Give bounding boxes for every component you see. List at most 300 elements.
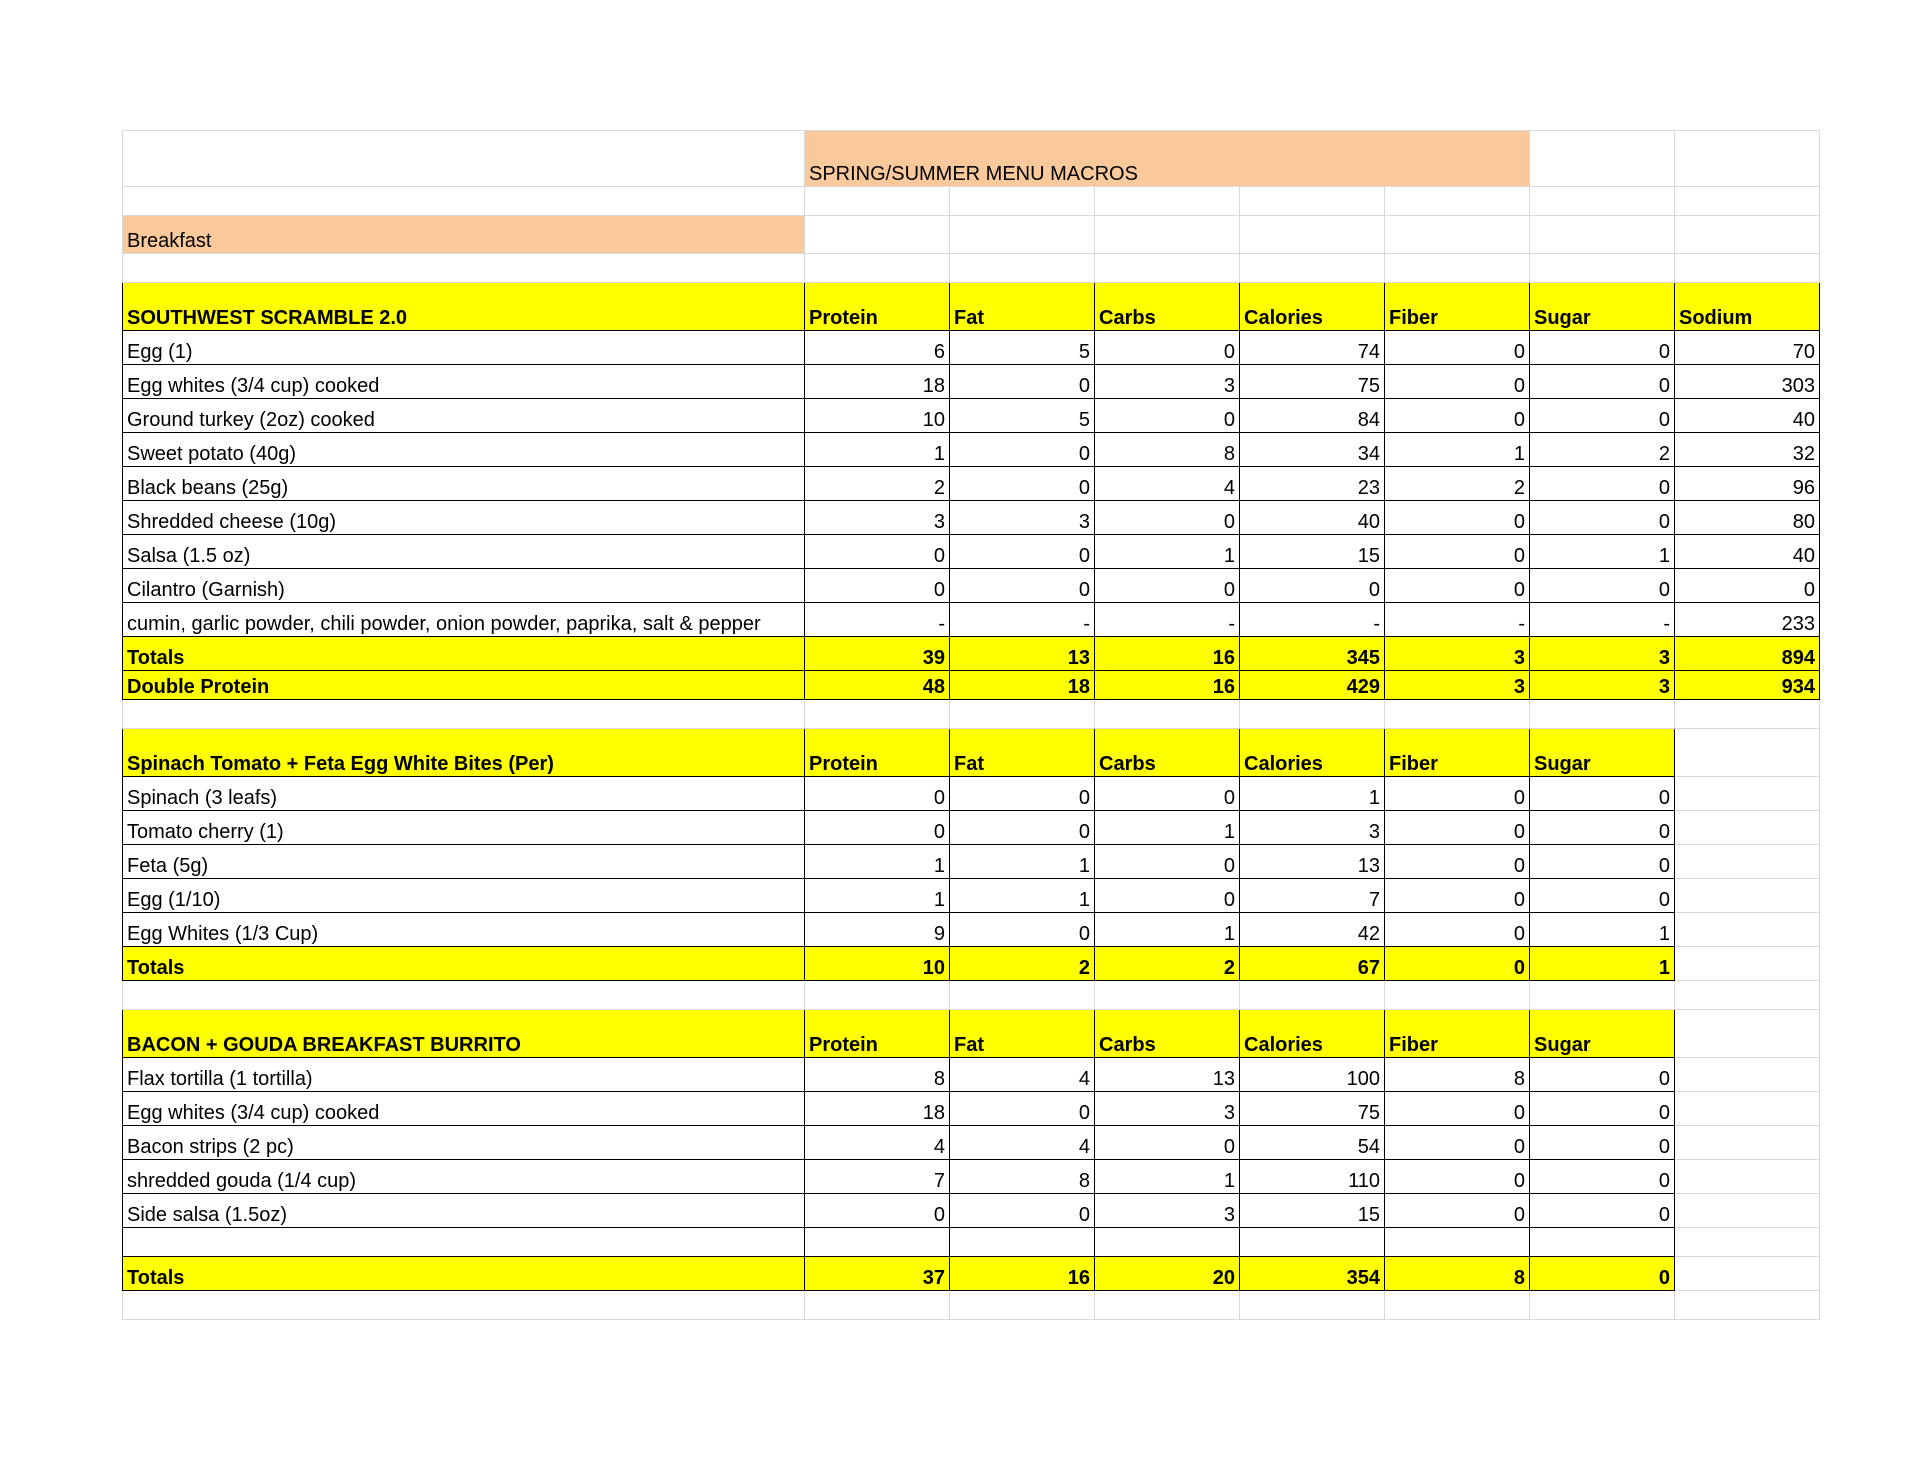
macro-value-fiber: 2 (1385, 467, 1530, 501)
ingredient-name: Cilantro (Garnish) (123, 569, 805, 603)
macro-value-sugar: 1 (1530, 913, 1675, 947)
ingredient-name: Egg Whites (1/3 Cup) (123, 913, 805, 947)
ingredient-name: Egg whites (3/4 cup) cooked (123, 1092, 805, 1126)
empty-cell (1675, 1010, 1820, 1058)
empty-cell (805, 1291, 950, 1320)
empty-cell (1675, 729, 1820, 777)
column-header-fiber: Fiber (1385, 729, 1530, 777)
column-header-fat: Fat (950, 283, 1095, 331)
macro-value-carbs: 4 (1095, 467, 1240, 501)
macro-value-sugar: 0 (1530, 1092, 1675, 1126)
macro-value-carbs: - (1095, 603, 1240, 637)
macro-value-protein: - (805, 603, 950, 637)
column-header-fat: Fat (950, 729, 1095, 777)
table-header-row (123, 283, 1820, 331)
macro-value-sugar: 0 (1530, 1058, 1675, 1092)
column-header-carbs: Carbs (1095, 1010, 1240, 1058)
macro-value-protein: 0 (805, 777, 950, 811)
macro-value-fat: 0 (950, 365, 1095, 399)
ingredient-row (123, 1058, 1820, 1092)
macro-value-carbs: 0 (1095, 331, 1240, 365)
double-protein: 48 (805, 671, 950, 700)
macro-value-calories: 75 (1240, 1092, 1385, 1126)
ingredient-name: Side salsa (1.5oz) (123, 1194, 805, 1228)
empty-cell (1675, 981, 1820, 1010)
table-header-row (123, 1010, 1820, 1058)
total-sodium: 894 (1675, 637, 1820, 671)
ingredient-row (123, 603, 1820, 637)
macro-value-sugar: 0 (1530, 1194, 1675, 1228)
total-sugar: 3 (1530, 637, 1675, 671)
macro-value-fat: 0 (950, 467, 1095, 501)
total-fat: 2 (950, 947, 1095, 981)
macro-value-sugar: 1 (1530, 535, 1675, 569)
macro-value-fat: 1 (950, 845, 1095, 879)
macro-value-protein: 9 (805, 913, 950, 947)
macro-value-sugar: - (1530, 603, 1675, 637)
total-fiber: 3 (1385, 637, 1530, 671)
column-header-fat: Fat (950, 1010, 1095, 1058)
ingredient-row (123, 399, 1820, 433)
empty-cell (1095, 1228, 1240, 1257)
ingredient-name: Ground turkey (2oz) cooked (123, 399, 805, 433)
ingredient-row (123, 1092, 1820, 1126)
macro-value-carbs: 8 (1095, 433, 1240, 467)
macro-value-sugar: 0 (1530, 501, 1675, 535)
column-header-sugar: Sugar (1530, 729, 1675, 777)
double-fiber: 3 (1385, 671, 1530, 700)
ingredient-name: Flax tortilla (1 tortilla) (123, 1058, 805, 1092)
macro-value-sodium: 32 (1675, 433, 1820, 467)
macro-value-sodium: 80 (1675, 501, 1820, 535)
ingredient-name: Egg whites (3/4 cup) cooked (123, 365, 805, 399)
macro-value-fiber: 0 (1385, 913, 1530, 947)
recipe-name: Spinach Tomato + Feta Egg White Bites (Per) (123, 729, 805, 777)
macro-value-fat: 3 (950, 501, 1095, 535)
macro-value-fiber: 0 (1385, 777, 1530, 811)
totals-label: Totals (123, 637, 805, 671)
double-fat: 18 (950, 671, 1095, 700)
empty-cell (805, 700, 950, 729)
macro-value-sodium: 40 (1675, 535, 1820, 569)
column-header-calories: Calories (1240, 729, 1385, 777)
empty-cell (1240, 1228, 1385, 1257)
macro-value-protein: 1 (805, 433, 950, 467)
macro-value-calories: 3 (1240, 811, 1385, 845)
empty-cell (805, 1228, 950, 1257)
macro-value-sodium: 40 (1675, 399, 1820, 433)
macro-value-fiber: 0 (1385, 501, 1530, 535)
macro-value-sodium: 96 (1675, 467, 1820, 501)
macro-value-protein: 8 (805, 1058, 950, 1092)
macro-value-carbs: 3 (1095, 1194, 1240, 1228)
macro-value-carbs: 3 (1095, 1092, 1240, 1126)
macro-value-sugar: 0 (1530, 845, 1675, 879)
total-calories: 67 (1240, 947, 1385, 981)
macro-value-protein: 0 (805, 1194, 950, 1228)
macro-value-carbs: 13 (1095, 1058, 1240, 1092)
empty-cell (1240, 981, 1385, 1010)
total-sugar: 1 (1530, 947, 1675, 981)
macro-value-protein: 0 (805, 535, 950, 569)
macro-value-protein: 0 (805, 811, 950, 845)
ingredient-name: shredded gouda (1/4 cup) (123, 1160, 805, 1194)
ingredient-name: cumin, garlic powder, chili powder, onion powder, paprika, salt & pepper (123, 603, 805, 637)
column-header-carbs: Carbs (1095, 283, 1240, 331)
empty-cell (1530, 216, 1675, 254)
macro-value-calories: 0 (1240, 569, 1385, 603)
ingredient-row (123, 811, 1820, 845)
macro-value-sodium: 70 (1675, 331, 1820, 365)
empty-cell (123, 187, 805, 216)
total-protein: 39 (805, 637, 950, 671)
macro-value-protein: 10 (805, 399, 950, 433)
macro-value-protein: 1 (805, 845, 950, 879)
empty-cell (1675, 254, 1820, 283)
totals-row (123, 947, 1820, 981)
macro-value-fiber: 0 (1385, 845, 1530, 879)
macro-value-calories: 1 (1240, 777, 1385, 811)
macro-value-fiber: 0 (1385, 365, 1530, 399)
ingredient-row (123, 365, 1820, 399)
total-fiber: 0 (1385, 947, 1530, 981)
macro-value-carbs: 1 (1095, 811, 1240, 845)
macro-value-fat: - (950, 603, 1095, 637)
ingredient-row (123, 1160, 1820, 1194)
macro-value-fat: 0 (950, 535, 1095, 569)
macro-value-calories: 40 (1240, 501, 1385, 535)
empty-cell (1095, 981, 1240, 1010)
blank-row (123, 254, 1820, 283)
macro-value-fiber: 0 (1385, 1126, 1530, 1160)
empty-cell (123, 131, 805, 187)
ingredient-name: Spinach (3 leafs) (123, 777, 805, 811)
column-header-fiber: Fiber (1385, 283, 1530, 331)
empty-cell (1385, 254, 1530, 283)
macro-value-sugar: 2 (1530, 433, 1675, 467)
macro-value-calories: 23 (1240, 467, 1385, 501)
ingredient-name: Shredded cheese (10g) (123, 501, 805, 535)
total-carbs: 2 (1095, 947, 1240, 981)
column-header-calories: Calories (1240, 1010, 1385, 1058)
ingredient-name: Salsa (1.5 oz) (123, 535, 805, 569)
double-sodium: 934 (1675, 671, 1820, 700)
macros-sheet (122, 130, 1820, 1320)
macro-value-fat: 0 (950, 569, 1095, 603)
macro-value-sugar: 0 (1530, 1160, 1675, 1194)
macro-value-fiber: 0 (1385, 331, 1530, 365)
empty-cell (950, 187, 1095, 216)
recipe-name: SOUTHWEST SCRAMBLE 2.0 (123, 283, 805, 331)
empty-cell (1530, 700, 1675, 729)
total-protein: 10 (805, 947, 950, 981)
recipe-name: BACON + GOUDA BREAKFAST BURRITO (123, 1010, 805, 1058)
macro-value-fat: 0 (950, 1092, 1095, 1126)
ingredient-row (123, 433, 1820, 467)
blank-row (123, 1228, 1820, 1257)
macro-value-sugar: 0 (1530, 777, 1675, 811)
macro-value-fiber: 0 (1385, 1194, 1530, 1228)
empty-cell (1240, 254, 1385, 283)
macro-value-fat: 5 (950, 331, 1095, 365)
total-sugar: 0 (1530, 1257, 1675, 1291)
ingredient-row (123, 913, 1820, 947)
empty-cell (1530, 131, 1675, 187)
empty-cell (950, 700, 1095, 729)
empty-cell (123, 254, 805, 283)
empty-cell (1675, 131, 1820, 187)
empty-cell (1675, 777, 1820, 811)
total-fat: 16 (950, 1257, 1095, 1291)
macro-value-protein: 6 (805, 331, 950, 365)
macro-value-fiber: 0 (1385, 879, 1530, 913)
total-carbs: 16 (1095, 637, 1240, 671)
macro-value-fat: 4 (950, 1058, 1095, 1092)
empty-cell (123, 981, 805, 1010)
macro-value-protein: 7 (805, 1160, 950, 1194)
totals-label: Totals (123, 1257, 805, 1291)
section-row (123, 216, 1820, 254)
empty-cell (123, 1228, 805, 1257)
empty-cell (1530, 1291, 1675, 1320)
empty-cell (1240, 216, 1385, 254)
ingredient-row (123, 501, 1820, 535)
ingredient-name: Black beans (25g) (123, 467, 805, 501)
total-fat: 13 (950, 637, 1095, 671)
macro-value-sugar: 0 (1530, 467, 1675, 501)
empty-cell (950, 216, 1095, 254)
macro-value-fiber: 0 (1385, 399, 1530, 433)
ingredient-row (123, 777, 1820, 811)
totals-row (123, 637, 1820, 671)
macro-value-sugar: 0 (1530, 569, 1675, 603)
ingredient-row (123, 331, 1820, 365)
empty-cell (1530, 254, 1675, 283)
empty-cell (1675, 1194, 1820, 1228)
column-header-carbs: Carbs (1095, 729, 1240, 777)
empty-cell (1530, 981, 1675, 1010)
macro-value-calories: - (1240, 603, 1385, 637)
macro-value-carbs: 1 (1095, 913, 1240, 947)
empty-cell (123, 700, 805, 729)
macro-value-sodium: 233 (1675, 603, 1820, 637)
double-protein-label: Double Protein (123, 671, 805, 700)
macro-value-fat: 8 (950, 1160, 1095, 1194)
macro-value-fat: 0 (950, 913, 1095, 947)
sheet-title: SPRING/SUMMER MENU MACROS (805, 131, 1530, 187)
macro-value-calories: 84 (1240, 399, 1385, 433)
macro-value-carbs: 0 (1095, 501, 1240, 535)
empty-cell (1385, 187, 1530, 216)
empty-cell (1675, 1126, 1820, 1160)
macro-value-carbs: 0 (1095, 777, 1240, 811)
empty-cell (1095, 254, 1240, 283)
macro-value-calories: 13 (1240, 845, 1385, 879)
macro-value-sugar: 0 (1530, 879, 1675, 913)
macro-value-calories: 7 (1240, 879, 1385, 913)
blank-row (123, 981, 1820, 1010)
macro-value-fiber: - (1385, 603, 1530, 637)
table-header-row (123, 729, 1820, 777)
section-label: Breakfast (123, 216, 805, 254)
ingredient-row (123, 845, 1820, 879)
macro-value-fat: 0 (950, 811, 1095, 845)
ingredient-row (123, 1126, 1820, 1160)
total-fiber: 8 (1385, 1257, 1530, 1291)
macro-value-protein: 3 (805, 501, 950, 535)
macro-value-sugar: 0 (1530, 365, 1675, 399)
macro-value-protein: 2 (805, 467, 950, 501)
double-protein-row (123, 671, 1820, 700)
macro-value-sugar: 0 (1530, 811, 1675, 845)
empty-cell (1240, 187, 1385, 216)
empty-cell (1385, 700, 1530, 729)
empty-cell (1675, 1291, 1820, 1320)
macro-value-carbs: 0 (1095, 1126, 1240, 1160)
macro-value-fat: 0 (950, 433, 1095, 467)
ingredient-row (123, 879, 1820, 913)
empty-cell (1675, 879, 1820, 913)
macro-value-fiber: 8 (1385, 1058, 1530, 1092)
macro-value-calories: 15 (1240, 1194, 1385, 1228)
empty-cell (1675, 187, 1820, 216)
macro-value-sugar: 0 (1530, 399, 1675, 433)
macro-value-fiber: 0 (1385, 535, 1530, 569)
total-protein: 37 (805, 1257, 950, 1291)
ingredient-row (123, 1194, 1820, 1228)
macro-value-sugar: 0 (1530, 331, 1675, 365)
ingredient-name: Sweet potato (40g) (123, 433, 805, 467)
empty-cell (1675, 947, 1820, 981)
ingredient-name: Tomato cherry (1) (123, 811, 805, 845)
ingredient-name: Feta (5g) (123, 845, 805, 879)
empty-cell (1095, 187, 1240, 216)
empty-cell (123, 1291, 805, 1320)
empty-cell (950, 1228, 1095, 1257)
blank-row (123, 187, 1820, 216)
total-calories: 354 (1240, 1257, 1385, 1291)
total-carbs: 20 (1095, 1257, 1240, 1291)
empty-cell (1385, 1291, 1530, 1320)
macro-value-calories: 54 (1240, 1126, 1385, 1160)
column-header-sugar: Sugar (1530, 283, 1675, 331)
column-header-protein: Protein (805, 729, 950, 777)
empty-cell (1675, 1058, 1820, 1092)
macro-value-calories: 42 (1240, 913, 1385, 947)
empty-cell (1675, 811, 1820, 845)
ingredient-name: Egg (1/10) (123, 879, 805, 913)
macro-value-protein: 4 (805, 1126, 950, 1160)
total-calories: 345 (1240, 637, 1385, 671)
ingredient-row (123, 569, 1820, 603)
macro-value-protein: 1 (805, 879, 950, 913)
macro-value-fiber: 0 (1385, 1160, 1530, 1194)
empty-cell (805, 254, 950, 283)
empty-cell (1675, 913, 1820, 947)
empty-cell (1095, 700, 1240, 729)
column-header-fiber: Fiber (1385, 1010, 1530, 1058)
macro-value-calories: 110 (1240, 1160, 1385, 1194)
empty-cell (1675, 700, 1820, 729)
empty-cell (1675, 1092, 1820, 1126)
title-row (123, 131, 1820, 187)
empty-cell (1675, 1257, 1820, 1291)
macro-value-calories: 34 (1240, 433, 1385, 467)
empty-cell (1675, 216, 1820, 254)
column-header-protein: Protein (805, 283, 950, 331)
double-sugar: 3 (1530, 671, 1675, 700)
macro-value-fat: 4 (950, 1126, 1095, 1160)
empty-cell (1530, 187, 1675, 216)
ingredient-row (123, 535, 1820, 569)
double-calories: 429 (1240, 671, 1385, 700)
macro-value-carbs: 0 (1095, 399, 1240, 433)
column-header-sodium: Sodium (1675, 283, 1820, 331)
macro-value-sodium: 303 (1675, 365, 1820, 399)
macro-value-protein: 0 (805, 569, 950, 603)
macro-value-calories: 15 (1240, 535, 1385, 569)
empty-cell (1385, 216, 1530, 254)
empty-cell (1385, 981, 1530, 1010)
macro-value-carbs: 1 (1095, 1160, 1240, 1194)
empty-cell (950, 981, 1095, 1010)
empty-cell (1240, 700, 1385, 729)
blank-row (123, 1291, 1820, 1320)
ingredient-name: Bacon strips (2 pc) (123, 1126, 805, 1160)
empty-cell (1095, 216, 1240, 254)
empty-cell (1240, 1291, 1385, 1320)
macro-value-fat: 0 (950, 777, 1095, 811)
macro-value-carbs: 0 (1095, 845, 1240, 879)
ingredient-row (123, 467, 1820, 501)
macro-value-protein: 18 (805, 365, 950, 399)
macro-value-carbs: 0 (1095, 569, 1240, 603)
empty-cell (1675, 845, 1820, 879)
empty-cell (1675, 1160, 1820, 1194)
column-header-calories: Calories (1240, 283, 1385, 331)
macro-value-protein: 18 (805, 1092, 950, 1126)
macro-value-calories: 75 (1240, 365, 1385, 399)
ingredient-name: Egg (1) (123, 331, 805, 365)
empty-cell (950, 1291, 1095, 1320)
empty-cell (805, 216, 950, 254)
totals-label: Totals (123, 947, 805, 981)
macro-value-fat: 1 (950, 879, 1095, 913)
macro-value-calories: 100 (1240, 1058, 1385, 1092)
blank-row (123, 700, 1820, 729)
empty-cell (805, 981, 950, 1010)
macro-value-fat: 5 (950, 399, 1095, 433)
macro-value-fiber: 0 (1385, 1092, 1530, 1126)
macro-value-sugar: 0 (1530, 1126, 1675, 1160)
empty-cell (1675, 1228, 1820, 1257)
macro-value-fiber: 0 (1385, 811, 1530, 845)
empty-cell (1530, 1228, 1675, 1257)
macro-value-carbs: 3 (1095, 365, 1240, 399)
column-header-protein: Protein (805, 1010, 950, 1058)
macro-value-fat: 0 (950, 1194, 1095, 1228)
column-header-sugar: Sugar (1530, 1010, 1675, 1058)
macro-value-carbs: 0 (1095, 879, 1240, 913)
macro-value-sodium: 0 (1675, 569, 1820, 603)
macro-value-fiber: 0 (1385, 569, 1530, 603)
macro-value-calories: 74 (1240, 331, 1385, 365)
macro-value-carbs: 1 (1095, 535, 1240, 569)
empty-cell (1095, 1291, 1240, 1320)
totals-row (123, 1257, 1820, 1291)
empty-cell (950, 254, 1095, 283)
empty-cell (1385, 1228, 1530, 1257)
